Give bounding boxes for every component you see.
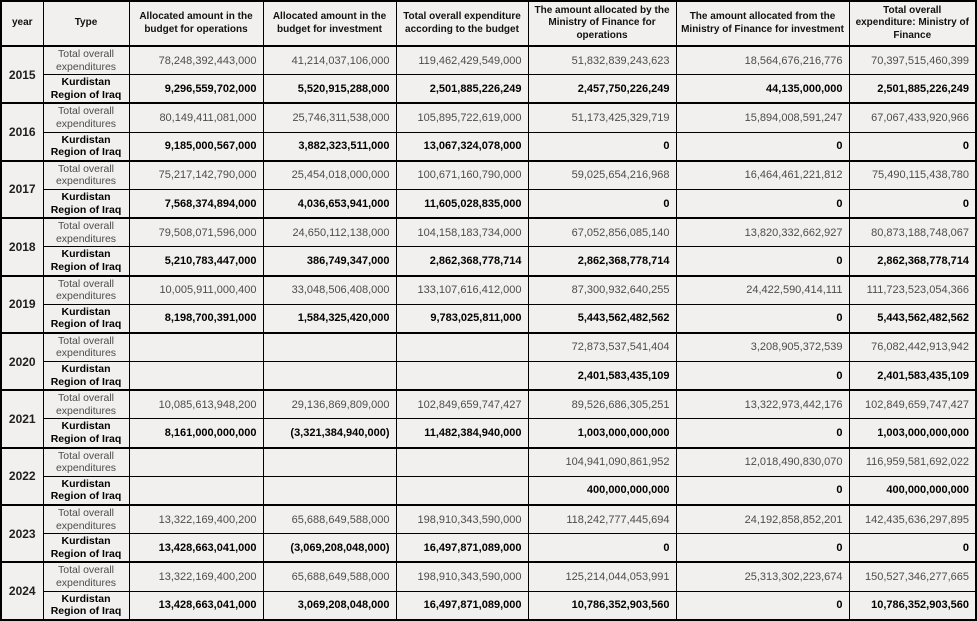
year-cell: 2022 (1, 448, 43, 505)
type-cell: Kurdistan Region of Iraq (43, 189, 129, 218)
col-header-mof-operations: The amount allocated by the Ministry of Finance for operations (528, 1, 676, 46)
value-cell: 18,564,676,216,776 (676, 46, 849, 75)
table-row-total-2021 (1, 390, 976, 419)
value-cell: 78,248,392,443,000 (129, 46, 263, 75)
table-row-kurdistan-2017 (1, 189, 976, 218)
value-cell: 0 (676, 419, 849, 448)
value-cell: 8,198,700,391,000 (129, 304, 263, 333)
value-cell: 2,862,368,778,714 (528, 247, 676, 276)
value-cell: 24,650,112,138,000 (263, 218, 396, 247)
value-cell: 142,435,636,297,895 (849, 505, 976, 534)
value-cell: 16,497,871,089,000 (396, 534, 528, 563)
value-cell: 104,941,090,861,952 (528, 448, 676, 477)
table-header (1, 1, 976, 46)
value-cell: 0 (676, 189, 849, 218)
value-cell: 80,149,411,081,000 (129, 103, 263, 132)
year-cell: 2024 (1, 562, 43, 619)
year-cell: 2020 (1, 333, 43, 390)
value-cell: 1,003,000,000,000 (849, 419, 976, 448)
value-cell: 25,313,302,223,674 (676, 562, 849, 591)
value-cell: 16,497,871,089,000 (396, 591, 528, 620)
value-cell: 119,462,429,549,000 (396, 46, 528, 75)
type-cell: Kurdistan Region of Iraq (43, 534, 129, 563)
value-cell: 198,910,343,590,000 (396, 505, 528, 534)
type-cell: Kurdistan Region of Iraq (43, 476, 129, 505)
col-header-budget-investment: Allocated amount in the budget for investment (263, 1, 396, 46)
table-row-total-2024 (1, 562, 976, 591)
value-cell: 0 (849, 534, 976, 563)
table-row-total-2020 (1, 333, 976, 362)
value-cell: 13,322,169,400,200 (129, 562, 263, 591)
value-cell: 3,882,323,511,000 (263, 132, 396, 161)
table-row-kurdistan-2019 (1, 304, 976, 333)
value-cell (263, 362, 396, 391)
table-row-total-2016 (1, 103, 976, 132)
value-cell: 24,192,858,852,201 (676, 505, 849, 534)
value-cell: 16,464,461,221,812 (676, 161, 849, 190)
value-cell: 51,832,839,243,623 (528, 46, 676, 75)
value-cell (396, 448, 528, 477)
value-cell: 67,067,433,920,966 (849, 103, 976, 132)
value-cell (129, 448, 263, 477)
table-row-total-2018 (1, 218, 976, 247)
year-cell: 2015 (1, 46, 43, 103)
table-row-kurdistan-2024 (1, 591, 976, 620)
value-cell: 29,136,869,809,000 (263, 390, 396, 419)
value-cell: 10,085,613,948,200 (129, 390, 263, 419)
value-cell (129, 333, 263, 362)
value-cell: 8,161,000,000,000 (129, 419, 263, 448)
table-row-kurdistan-2016 (1, 132, 976, 161)
value-cell: 105,895,722,619,000 (396, 103, 528, 132)
value-cell: 102,849,659,747,427 (396, 390, 528, 419)
value-cell: 0 (528, 189, 676, 218)
value-cell: 13,428,663,041,000 (129, 534, 263, 563)
value-cell: 80,873,188,748,067 (849, 218, 976, 247)
table-body (1, 46, 976, 620)
value-cell: 67,052,856,085,140 (528, 218, 676, 247)
value-cell: 133,107,616,412,000 (396, 276, 528, 305)
type-cell: Kurdistan Region of Iraq (43, 419, 129, 448)
value-cell: 59,025,654,216,968 (528, 161, 676, 190)
value-cell: 150,527,346,277,665 (849, 562, 976, 591)
value-cell: 3,069,208,048,000 (263, 591, 396, 620)
value-cell: 1,584,325,420,000 (263, 304, 396, 333)
value-cell (263, 333, 396, 362)
value-cell: 5,443,562,482,562 (528, 304, 676, 333)
value-cell (129, 362, 263, 391)
col-header-budget-total: Total overall expenditure according to the budget (396, 1, 528, 46)
value-cell: 198,910,343,590,000 (396, 562, 528, 591)
value-cell: 41,214,037,106,000 (263, 46, 396, 75)
value-cell: 116,959,581,692,022 (849, 448, 976, 477)
type-cell: Total overall expenditures (43, 46, 129, 75)
value-cell: 2,401,583,435,109 (849, 362, 976, 391)
value-cell: 33,048,506,408,000 (263, 276, 396, 305)
value-cell: 13,322,973,442,176 (676, 390, 849, 419)
value-cell: 25,746,311,538,000 (263, 103, 396, 132)
value-cell: 0 (676, 476, 849, 505)
value-cell: 0 (528, 132, 676, 161)
value-cell: 24,422,590,414,111 (676, 276, 849, 305)
table-row-total-2015 (1, 46, 976, 75)
type-cell: Total overall expenditures (43, 103, 129, 132)
col-header-mof-total: Total overall expenditure: Ministry of Finance (849, 1, 976, 46)
type-cell: Total overall expenditures (43, 333, 129, 362)
value-cell: 0 (676, 304, 849, 333)
type-cell: Kurdistan Region of Iraq (43, 362, 129, 391)
value-cell (396, 333, 528, 362)
value-cell: 70,397,515,460,399 (849, 46, 976, 75)
value-cell: 0 (676, 534, 849, 563)
value-cell: 79,508,071,596,000 (129, 218, 263, 247)
value-cell (396, 362, 528, 391)
value-cell: 111,723,523,054,366 (849, 276, 976, 305)
col-header-budget-operations: Allocated amount in the budget for operations (129, 1, 263, 46)
value-cell: 0 (676, 591, 849, 620)
value-cell: 0 (676, 247, 849, 276)
table-row-kurdistan-2023 (1, 534, 976, 563)
value-cell: 13,322,169,400,200 (129, 505, 263, 534)
value-cell: 65,688,649,588,000 (263, 505, 396, 534)
value-cell: 2,862,368,778,714 (849, 247, 976, 276)
value-cell: 386,749,347,000 (263, 247, 396, 276)
table-row-total-2017 (1, 161, 976, 190)
type-cell: Total overall expenditures (43, 218, 129, 247)
value-cell: 0 (849, 132, 976, 161)
value-cell: 5,443,562,482,562 (849, 304, 976, 333)
value-cell: 10,005,911,000,400 (129, 276, 263, 305)
value-cell (263, 476, 396, 505)
value-cell: 104,158,183,734,000 (396, 218, 528, 247)
value-cell: 13,428,663,041,000 (129, 591, 263, 620)
value-cell: 89,526,686,305,251 (528, 390, 676, 419)
value-cell: 4,036,653,941,000 (263, 189, 396, 218)
value-cell: 0 (676, 362, 849, 391)
table-row-kurdistan-2015 (1, 75, 976, 104)
type-cell: Total overall expenditures (43, 276, 129, 305)
value-cell: 75,490,115,438,780 (849, 161, 976, 190)
table-row-total-2022 (1, 448, 976, 477)
value-cell: 5,210,783,447,000 (129, 247, 263, 276)
table-row-total-2023 (1, 505, 976, 534)
table-row-total-2019 (1, 276, 976, 305)
type-cell: Total overall expenditures (43, 505, 129, 534)
value-cell (129, 476, 263, 505)
value-cell: 10,786,352,903,560 (528, 591, 676, 620)
header-row (1, 1, 976, 46)
value-cell: 100,671,160,790,000 (396, 161, 528, 190)
type-cell: Total overall expenditures (43, 161, 129, 190)
value-cell: 13,067,324,078,000 (396, 132, 528, 161)
year-cell: 2021 (1, 390, 43, 447)
value-cell: 87,300,932,640,255 (528, 276, 676, 305)
value-cell (263, 448, 396, 477)
value-cell: 2,501,885,226,249 (849, 75, 976, 104)
type-cell: Total overall expenditures (43, 448, 129, 477)
value-cell: 1,003,000,000,000 (528, 419, 676, 448)
value-cell: 15,894,008,591,247 (676, 103, 849, 132)
value-cell (396, 476, 528, 505)
value-cell: 2,457,750,226,249 (528, 75, 676, 104)
value-cell: 3,208,905,372,539 (676, 333, 849, 362)
type-cell: Total overall expenditures (43, 562, 129, 591)
value-cell: 76,082,442,913,942 (849, 333, 976, 362)
value-cell: 7,568,374,894,000 (129, 189, 263, 218)
value-cell: 65,688,649,588,000 (263, 562, 396, 591)
type-cell: Kurdistan Region of Iraq (43, 247, 129, 276)
value-cell: 0 (528, 534, 676, 563)
value-cell: 25,454,018,000,000 (263, 161, 396, 190)
year-cell: 2019 (1, 276, 43, 333)
value-cell: 11,605,028,835,000 (396, 189, 528, 218)
type-cell: Kurdistan Region of Iraq (43, 132, 129, 161)
value-cell: 2,401,583,435,109 (528, 362, 676, 391)
type-cell: Kurdistan Region of Iraq (43, 591, 129, 620)
value-cell: 13,820,332,662,927 (676, 218, 849, 247)
value-cell: 44,135,000,000 (676, 75, 849, 104)
table-row-kurdistan-2022 (1, 476, 976, 505)
value-cell: (3,069,208,048,000) (263, 534, 396, 563)
value-cell: 118,242,777,445,694 (528, 505, 676, 534)
value-cell: 2,501,885,226,249 (396, 75, 528, 104)
col-header-mof-investment: The amount allocated from the Ministry of Finance for investment (676, 1, 849, 46)
value-cell: 72,873,537,541,404 (528, 333, 676, 362)
value-cell: 10,786,352,903,560 (849, 591, 976, 620)
value-cell: 0 (849, 189, 976, 218)
year-cell: 2023 (1, 505, 43, 562)
table-row-kurdistan-2018 (1, 247, 976, 276)
value-cell: 0 (676, 132, 849, 161)
value-cell: 12,018,490,830,070 (676, 448, 849, 477)
value-cell: 75,217,142,790,000 (129, 161, 263, 190)
year-cell: 2018 (1, 218, 43, 275)
table-row-kurdistan-2020 (1, 362, 976, 391)
value-cell: 9,185,000,567,000 (129, 132, 263, 161)
value-cell: 400,000,000,000 (849, 476, 976, 505)
value-cell: 2,862,368,778,714 (396, 247, 528, 276)
value-cell: 125,214,044,053,991 (528, 562, 676, 591)
value-cell: 5,520,915,288,000 (263, 75, 396, 104)
col-header-type: Type (43, 1, 129, 46)
year-cell: 2016 (1, 103, 43, 160)
value-cell: 9,783,025,811,000 (396, 304, 528, 333)
type-cell: Kurdistan Region of Iraq (43, 304, 129, 333)
value-cell: (3,321,384,940,000) (263, 419, 396, 448)
table-row-kurdistan-2021 (1, 419, 976, 448)
value-cell: 11,482,384,940,000 (396, 419, 528, 448)
type-cell: Total overall expenditures (43, 390, 129, 419)
type-cell: Kurdistan Region of Iraq (43, 75, 129, 104)
value-cell: 9,296,559,702,000 (129, 75, 263, 104)
col-header-year: year (1, 1, 43, 46)
value-cell: 102,849,659,747,427 (849, 390, 976, 419)
value-cell: 51,173,425,329,719 (528, 103, 676, 132)
value-cell: 400,000,000,000 (528, 476, 676, 505)
year-cell: 2017 (1, 161, 43, 218)
